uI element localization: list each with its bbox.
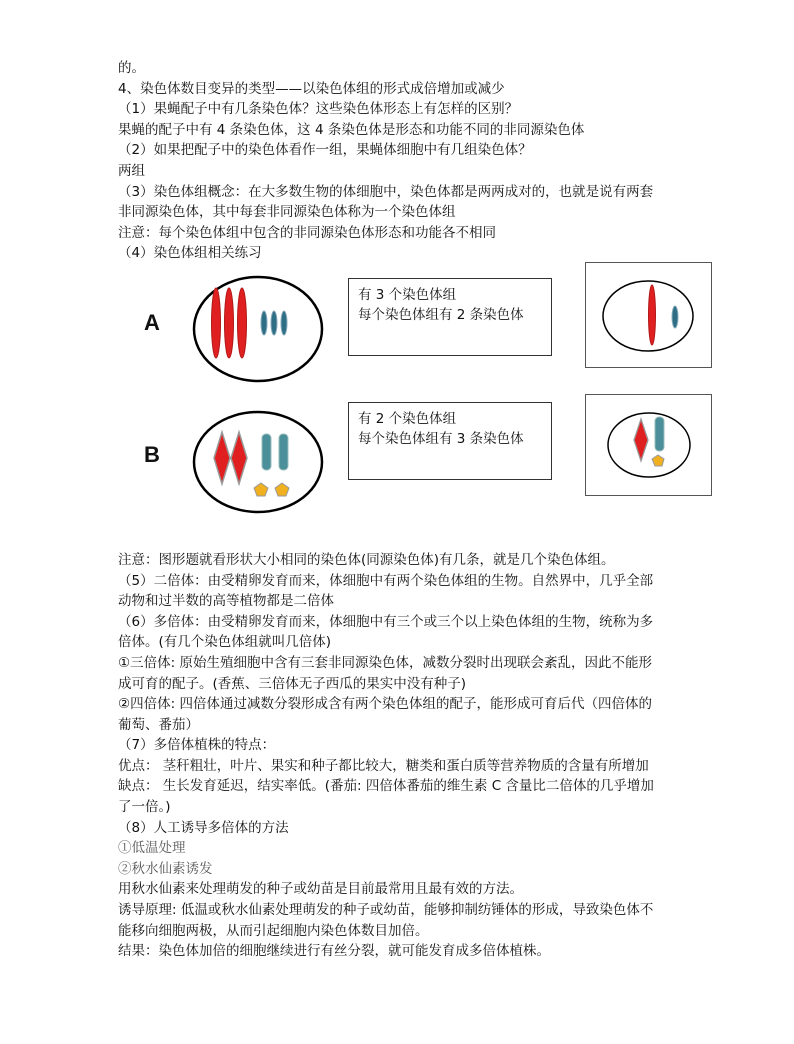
cell-b-diagram (190, 408, 330, 520)
note: 注意：每个染色体组中包含的非同源染色体形态和功能各不相同 (118, 224, 496, 241)
definition: 动物和过半数的高等植物都是二倍体 (118, 593, 334, 610)
definition: （3）染色体组概念：在大多数生物的体细胞中，染色体都是两两成对的，也就是说有两套 (118, 183, 654, 200)
note: 注意：图形题就看形状大小相同的染色体(同源染色体)有几条，就是几个染色体组。 (118, 551, 615, 568)
figure-b-label: B (144, 441, 160, 467)
list-item: ①三倍体: 原始生殖细胞中含有三套非同源染色体，减数分裂时出现联会紊乱，因此不能形 (118, 654, 652, 671)
advantage-line: 优点： 茎秆粗壮，叶片、果实和种子都比较大，糖类和蛋白质等营养物质的含量有所增加 (118, 757, 649, 774)
answer-line: 每个染色体组有 2 条染色体 (358, 306, 524, 323)
principle-line: 诱导原理: 低温或秋水仙素处理萌发的种子或幼苗，能够抑制纺锤体的形成，导致染色体不 (118, 902, 654, 919)
cell-membrane (194, 412, 322, 512)
figure-a-row (118, 274, 688, 408)
answer: 果蝇的配子中有 4 条染色体，这 4 条染色体是形态和功能不同的非同源染色体 (118, 121, 585, 138)
cell-membrane (608, 413, 690, 477)
figure-a-label: A (144, 309, 160, 335)
blue-chromosome (281, 311, 287, 335)
gamete-b-diagram (586, 395, 713, 497)
figure-b-row (118, 410, 688, 550)
definition: 非同源染色体，其中每套非同源染色体称为一个染色体组 (118, 204, 456, 221)
blue-chromosome (261, 311, 267, 335)
teal-chromosome (655, 417, 664, 451)
cell-a-diagram (190, 274, 330, 386)
principle-line: 能移向细胞两极，从而引起细胞内染色体数目加倍。 (118, 922, 429, 939)
method-item: ②秋水仙素诱发 (118, 860, 213, 877)
section-heading: 4、染色体数目变异的类型——以染色体组的形式成倍增加或减少 (118, 80, 505, 97)
disadvantage-line: 缺点： 生长发育延迟，结实率低。(番茄: 四倍体番茄的维生素 C 含量比二倍体的几乎增加 (118, 778, 654, 795)
figure-a-gamete-frame (585, 262, 712, 368)
disadvantage-line: 了一倍。) (118, 799, 171, 816)
red-chromosome (212, 288, 221, 358)
teal-chromosome (279, 434, 288, 470)
cell-membrane (603, 281, 693, 351)
blue-chromosome (271, 311, 277, 335)
definition: （6）多倍体：由受精卵发育而来，体细胞中有三个或三个以上染色体组的生物，统称为多 (118, 613, 654, 630)
result-line: 结果：染色体加倍的细胞继续进行有丝分裂，就可能发育成多倍体植株。 (118, 943, 550, 960)
answer-line: 每个染色体组有 3 条染色体 (358, 430, 524, 447)
definition: （5）二倍体：由受精卵发育而来，体细胞中有两个染色体组的生物。自然界中，几乎全部 (118, 572, 654, 589)
teal-chromosome (262, 434, 271, 470)
exercise-heading: （4）染色体组相关练习 (118, 245, 262, 262)
red-chromosome (649, 285, 656, 345)
text-line: 用秋水仙素来处理萌发的种子或幼苗是目前最常用且最有效的方法。 (118, 881, 523, 898)
answer: 两组 (118, 162, 145, 179)
method-item: ①低温处理 (118, 840, 186, 857)
figure-b-gamete-frame (585, 394, 712, 496)
gamete-a-diagram (586, 263, 713, 369)
definition: 倍体。(有几个染色体组就叫几倍体) (118, 634, 332, 651)
list-item: 葡萄、番茄） (118, 716, 199, 733)
list-item: 成可育的配子。(香蕉、三倍体无子西瓜的果实中没有种子) (118, 675, 467, 692)
text-line: 的。 (118, 60, 145, 76)
answer-line: 有 2 个染色体组 (358, 410, 457, 427)
blue-chromosome (672, 306, 678, 328)
list-item: ②四倍体: 四倍体通过减数分裂形成含有两个染色体组的配子，能形成可育后代（四倍体的 (118, 696, 652, 713)
document-page (118, 58, 688, 962)
figure-b-answer-box (348, 402, 552, 480)
section-heading: （8）人工诱导多倍体的方法 (118, 819, 289, 836)
red-chromosome (238, 288, 247, 358)
figure-a-answer-box (348, 278, 552, 356)
red-chromosome (225, 288, 234, 358)
question: （2）如果把配子中的染色体看作一组，果蝇体细胞中有几组染色体？ (118, 142, 532, 159)
answer-line: 有 3 个染色体组 (358, 286, 457, 303)
question: （1）果蝇配子中有几条染色体？这些染色体形态上有怎样的区别？ (118, 101, 519, 118)
section-heading: （7）多倍体植株的特点： (118, 737, 276, 754)
